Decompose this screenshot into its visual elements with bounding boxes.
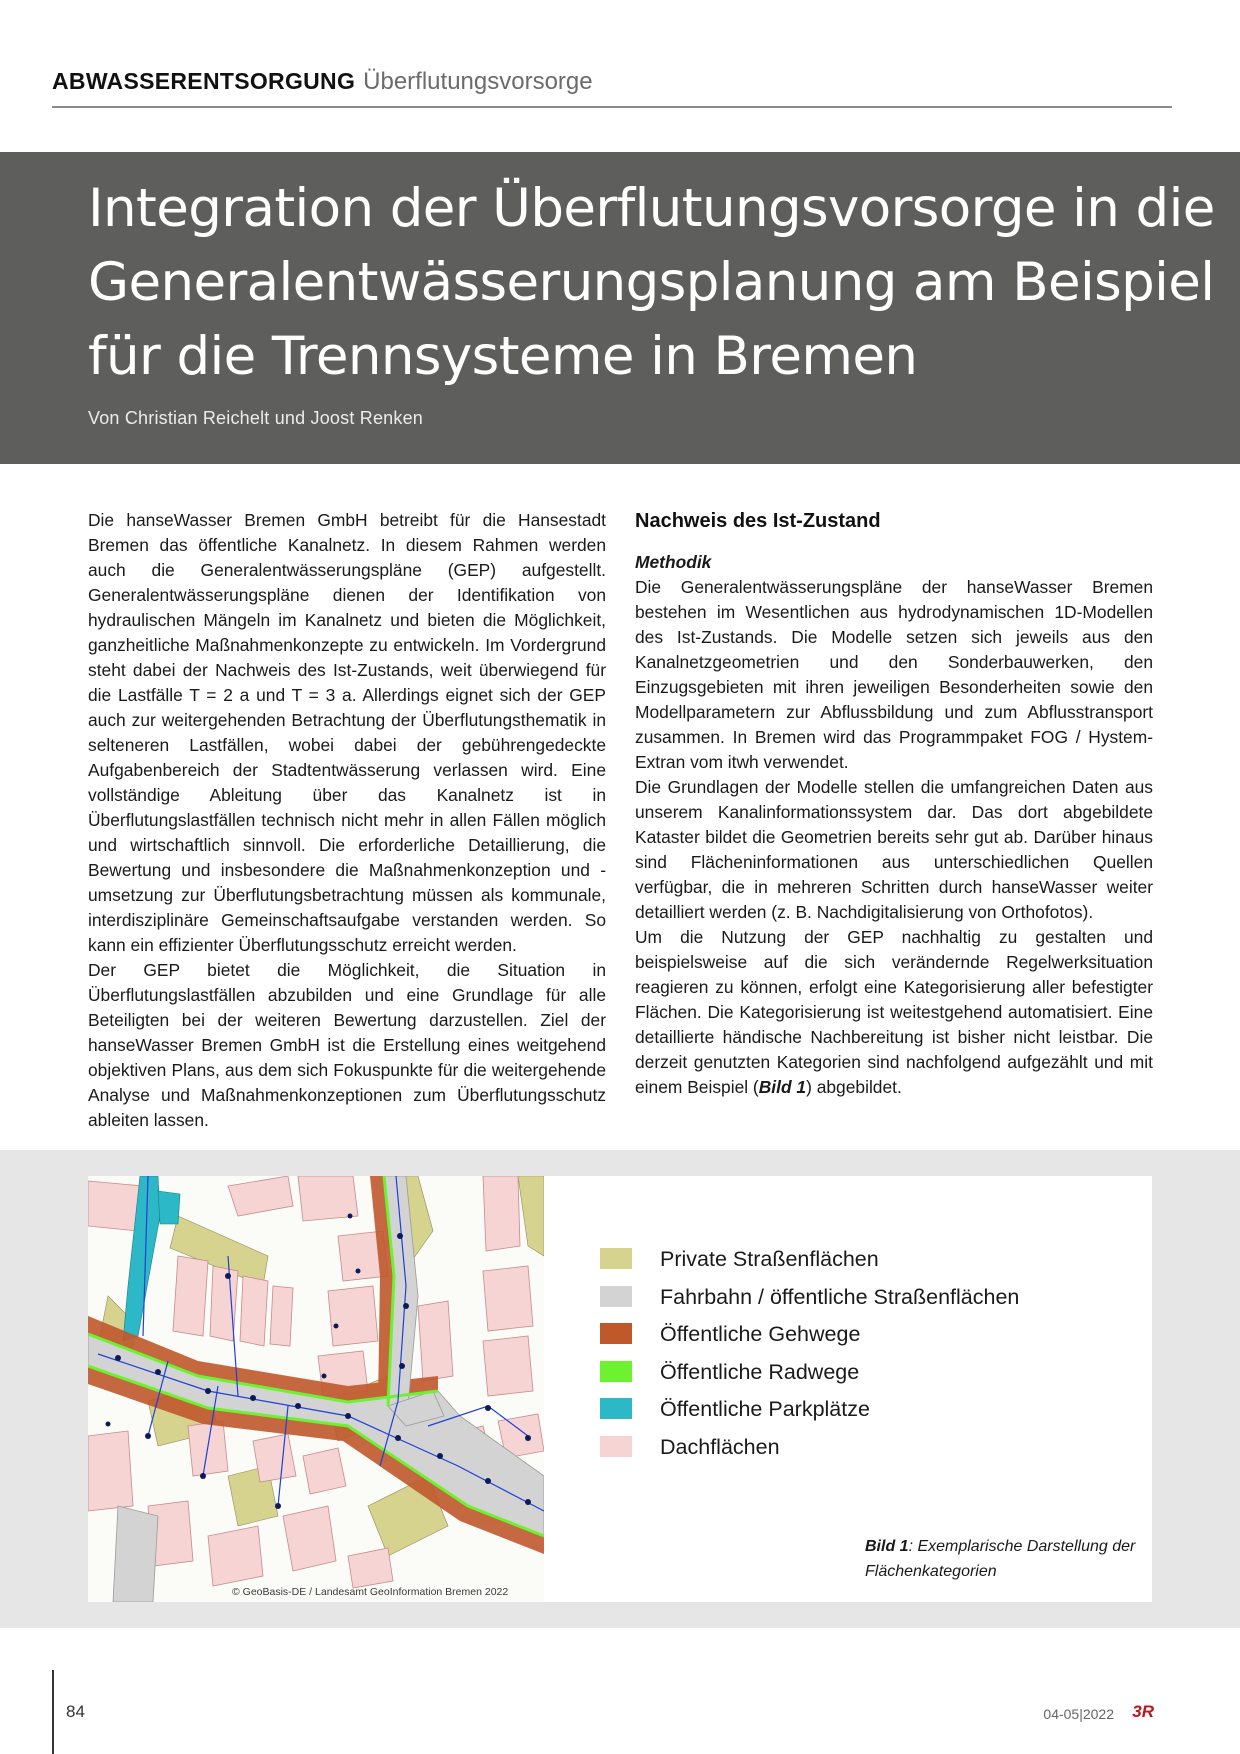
- paragraph-tail: ) abgebildet.: [806, 1077, 902, 1097]
- legend-swatch: [600, 1436, 632, 1457]
- section-heading: Nachweis des Ist-Zustand: [635, 510, 881, 532]
- right-column: [635, 508, 1153, 1100]
- legend-swatch: [600, 1398, 632, 1419]
- map-credit: © GeoBasis-DE / Landesamt GeoInformation Bremen 2022: [232, 1586, 509, 1598]
- page-number: 84: [66, 1702, 85, 1721]
- subsection-heading: Methodik: [635, 552, 712, 572]
- legend-item-sidewalks: [600, 1319, 1060, 1349]
- paragraph: Der GEP bietet die Möglichkeit, die Situation in Überflutungslastfällen abzubilden und eine Grundlage für alle Beteiligten bei der weiteren Bewertung darzustellen. Ziel der hanseWasser Bremen GmbH ist die Erstellung eines weitgehend objektiven Plans, aus dem sich Fokuspunkte für die weitergehende Analyse und Maßnahmenkonzeptionen zum Überflutungsschutz ableiten lassen.: [88, 960, 606, 1130]
- figure-caption: [865, 1534, 1145, 1584]
- legend-label: Öffentliche Gehwege: [660, 1322, 861, 1346]
- topic-label: Überflutungsvorsorge: [363, 68, 593, 95]
- byline: Von Christian Reichelt und Joost Renken: [88, 408, 423, 428]
- footer-rule: [52, 1670, 54, 1754]
- area-category-map: [88, 1176, 544, 1602]
- left-column: [88, 508, 606, 1133]
- legend-item-cycle-lanes: [600, 1357, 1060, 1387]
- paragraph: Die Generalentwässerungspläne der hanseWasser Bremen bestehen im Wesentlichen aus hydrodynamischen 1D-Modellen des Ist-Zustands. Die Modelle setzen sich jeweils aus den Kanalnetzgeometrien und den Sonderbauwerken, den Einzugsgebieten mit ihren jeweiligen Besonderheiten sowie den Modellparametern zur Abflussbildung und zum Abflusstransport zusammen. In Bremen wird das Programmpaket FOG / Hystem-Extran vom itwh verwendet.: [635, 577, 1153, 772]
- figure-reference: Bild 1: [758, 1077, 807, 1097]
- title-banner: [0, 152, 1240, 464]
- legend-item-private-streets: [600, 1244, 1060, 1274]
- legend-label: Fahrbahn / öffentliche Straßenflächen: [660, 1285, 1020, 1309]
- legend-label: Öffentliche Radwege: [660, 1360, 860, 1384]
- legend-swatch: [600, 1286, 632, 1307]
- legend-swatch: [600, 1248, 632, 1269]
- section-label: ABWASSERENTSORGUNG: [52, 68, 356, 94]
- legend-swatch: [600, 1361, 632, 1382]
- legend-label: Private Straßenflächen: [660, 1247, 879, 1271]
- paragraph: Die Grundlagen der Modelle stellen die umfangreichen Daten aus unserem Kanalinformationssystem dar. Das dort abgebildete Kataster bildet die Geometrien bereits sehr gut ab. Darüber hinaus sind Flächeninformationen aus unterschiedlichen Quellen verfügbar, die in mehreren Schritten durch hanseWasser weiter detailliert werden (z. B. Nachdigitalisierung von Orthofotos).: [635, 777, 1153, 922]
- legend-label: Dachflächen: [660, 1435, 780, 1459]
- legend-item-roadway: [600, 1282, 1060, 1312]
- paragraph: [635, 925, 1153, 1100]
- paragraph: Die hanseWasser Bremen GmbH betreibt für die Hansestadt Bremen das öffentliche Kanalnetz. In diesem Rahmen werden auch die Generalentwässerungspläne (GEP) aufgestellt. Generalentwässerungspläne dienen der Identifikation von hydraulischen Mängeln im Kanalnetz und bieten die Möglichkeit, ganzheitliche Maßnahmenkonzepte zu entwickeln. Im Vordergrund steht dabei der Nachweis des Ist-Zustands, weit überwiegend für die Lastfälle T = 2 a und T = 3 a. Allerdings eignet sich der GEP auch zur weitergehenden Betrachtung der Überflutungsthematik in selteneren Lastfällen, wobei dabei der gebührengedeckte Aufgabenbereich der Stadtentwässerung verlassen wird. Eine vollständige Ableitung über das Kanalnetz ist in Überflutungslastfällen technisch nicht mehr in allen Fällen möglich und wirtschaftlich sinnvoll. Die erforderliche Detaillierung, die Bewertung und insbesondere die Maßnahmenkonzeption und -umsetzung zur Überflutungsbetrachtung müssen als kommunale, interdisziplinäre Gemeinschaftsaufgabe verstanden werden. So kann ein effizienter Überflutungsschutz erreicht werden.: [88, 510, 606, 955]
- caption-label: Bild 1: [865, 1538, 909, 1555]
- journal-logo: 3R: [1132, 1702, 1154, 1721]
- issue-label: 04-05|2022: [1043, 1706, 1114, 1722]
- paragraph-text: Um die Nutzung der GEP nachhaltig zu gestalten und beispielsweise auf die sich verändernde Regelwerksituation reagieren zu können, erfolgt eine Kategorisierung aller befestigter Flächen. Die Kategorisierung ist weitestgehend automatisiert. Eine detaillierte händische Nachbereitung ist bisher nicht leistbar. Die derzeit genutzten Kategorien sind nachfolgend aufgezählt und mit einem Beispiel (: [635, 927, 1153, 1097]
- caption-text: : Exemplarische Darstellung der Flächenkategorien: [865, 1538, 1136, 1580]
- legend-label: Öffentliche Parkplätze: [660, 1397, 870, 1421]
- legend-swatch: [600, 1323, 632, 1344]
- legend-item-parking: [600, 1394, 1060, 1424]
- article-title: Integration der Überflutungsvorsorge in die Generalentwässerungsplanung am Beispiel für die Trennsysteme in Bremen: [88, 178, 1215, 387]
- legend-item-roofs: [600, 1432, 1060, 1462]
- running-head: [52, 68, 1172, 108]
